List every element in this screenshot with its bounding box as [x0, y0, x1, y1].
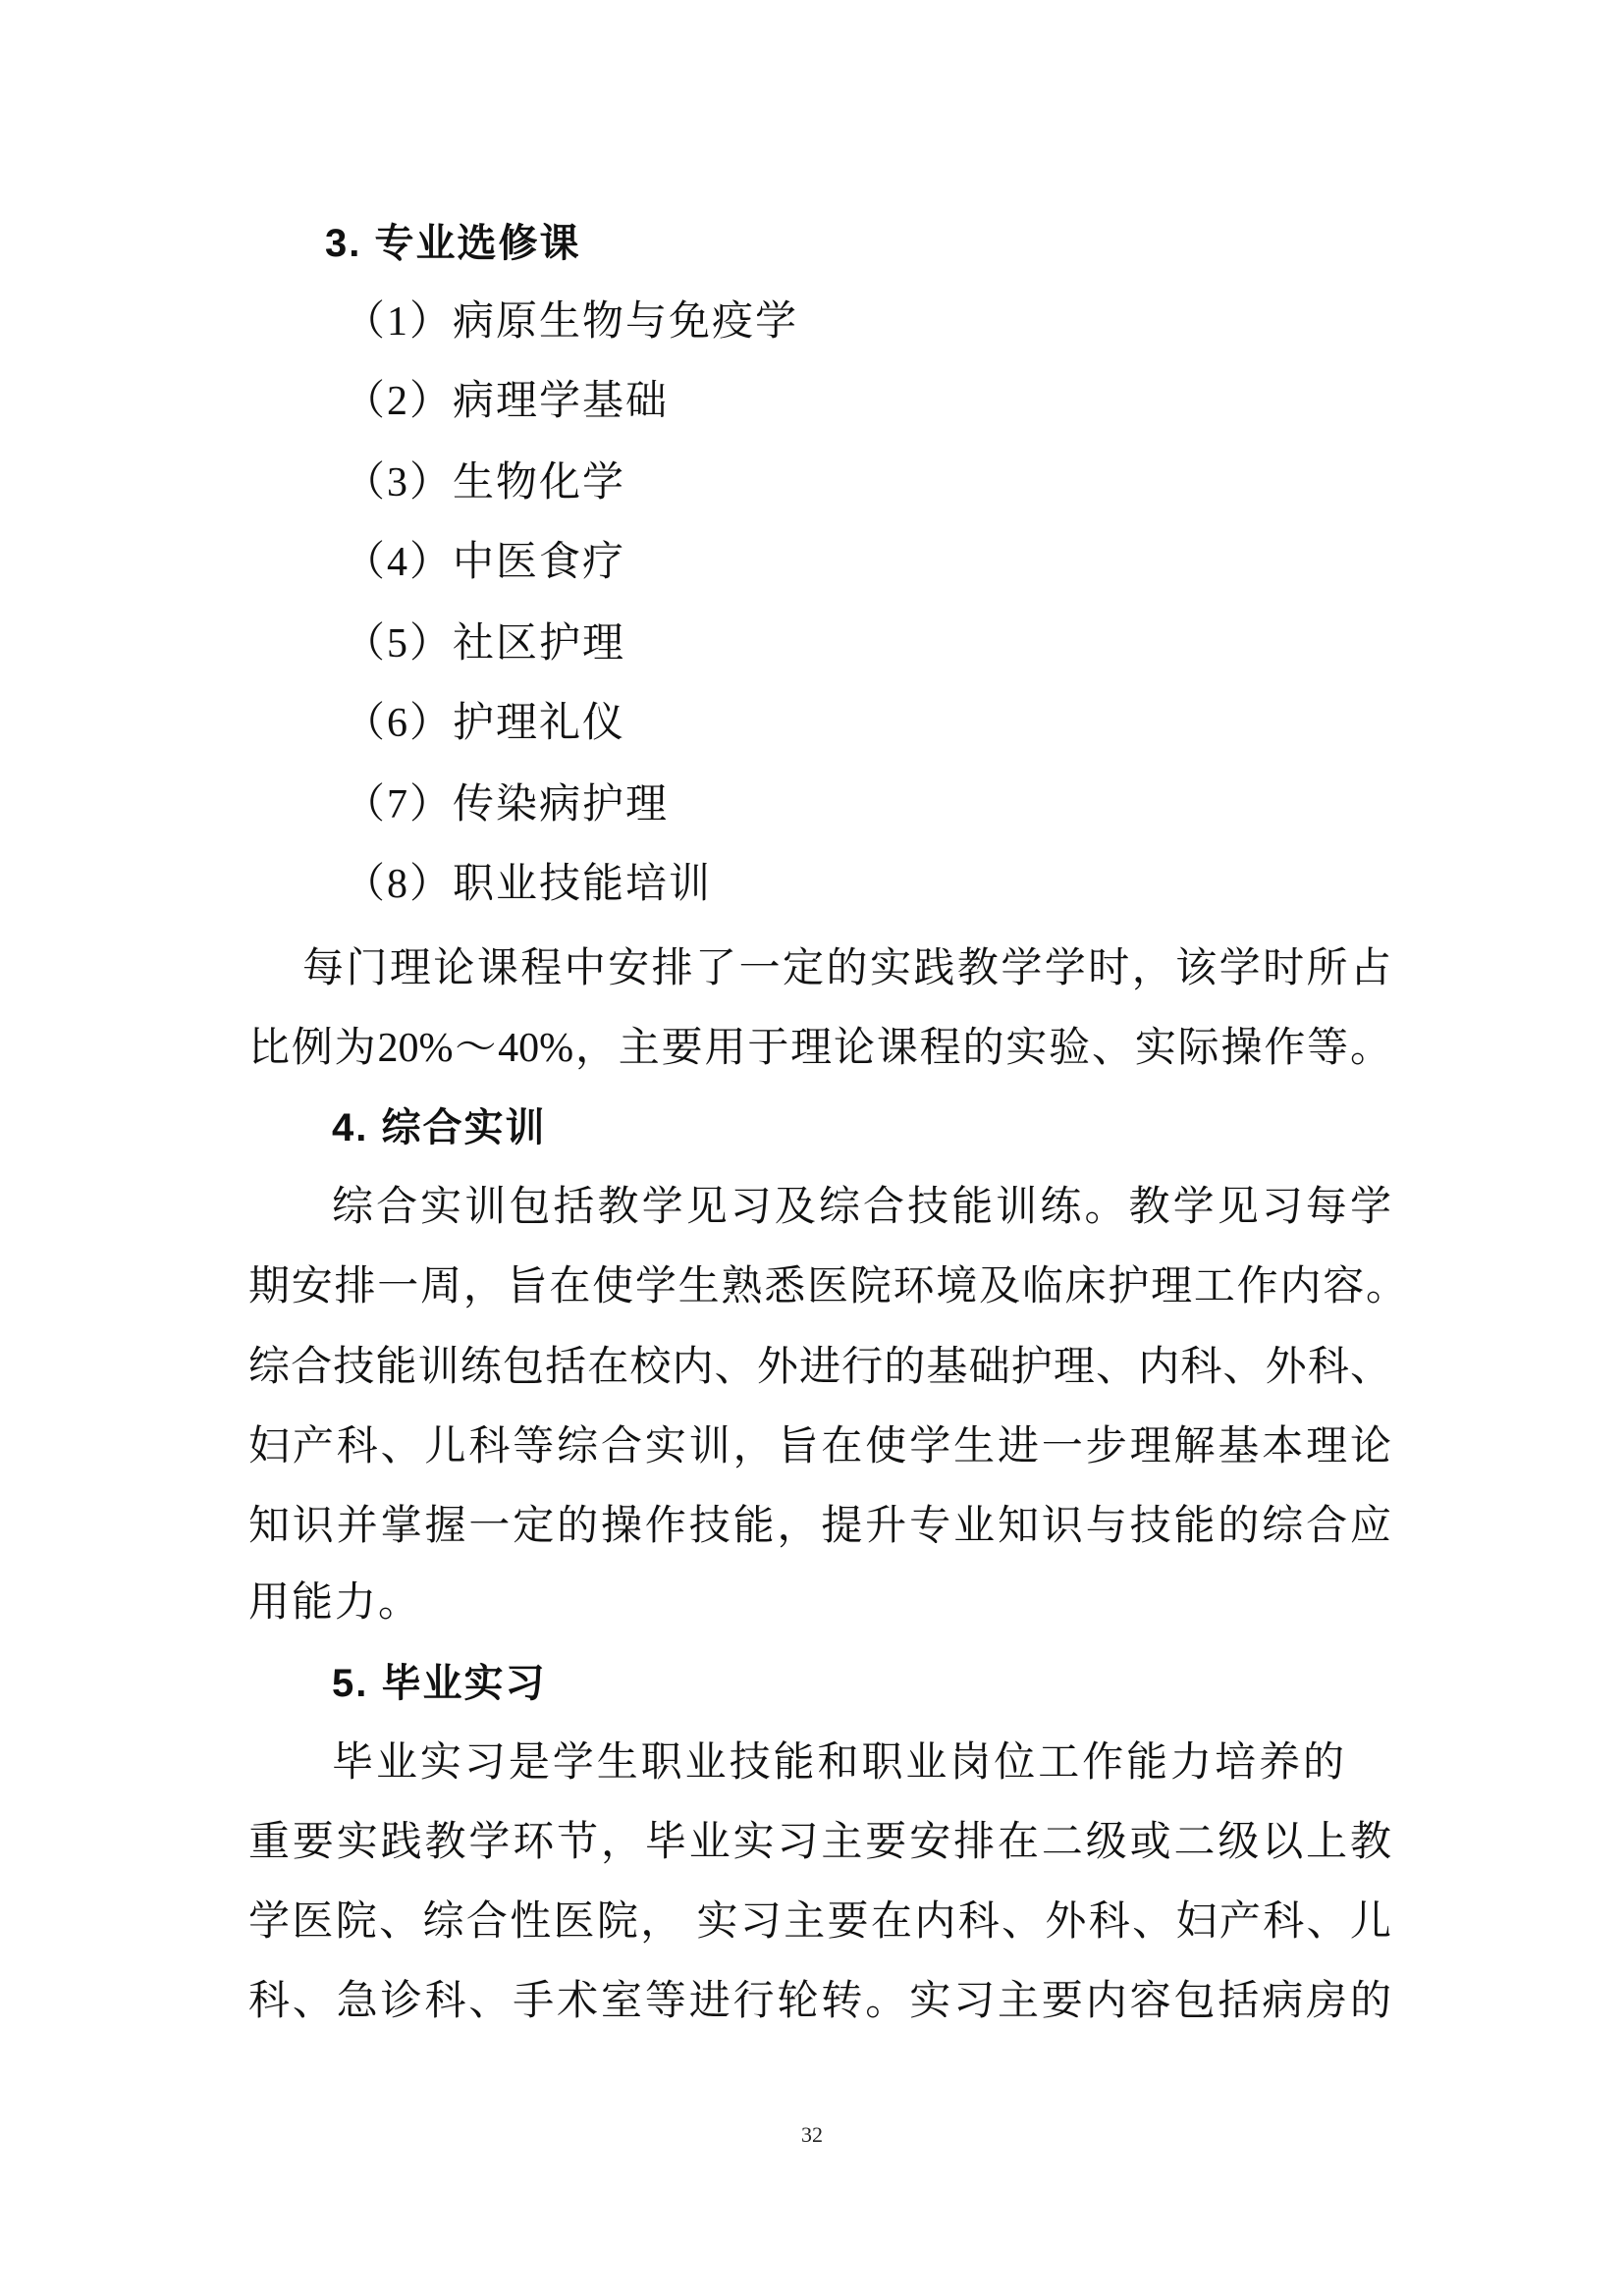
paragraph-line: 知识并掌握一定的操作技能，提升专业知识与技能的综合应 — [248, 1504, 1391, 1549]
list-item: （3）生物化学 — [344, 460, 626, 506]
section-heading-graduation-internship: 5. 毕业实习 — [332, 1662, 547, 1705]
list-item: （1）病原生物与免疫学 — [344, 299, 799, 345]
paragraph-line: 期安排一周，旨在使学生熟悉医院环境及临床护理工作内容。 — [248, 1264, 1407, 1309]
paragraph-line: 重要实践教学环节，毕业实习主要安排在二级或二级以上教 — [248, 1820, 1391, 1865]
list-item: （4）中医食疗 — [344, 540, 626, 585]
paragraph-line: 妇产科、儿科等综合实训，旨在使学生进一步理解基本理论 — [248, 1424, 1391, 1469]
paragraph-line: 综合实训包括教学见习及综合技能训练。教学见习每学 — [332, 1185, 1391, 1230]
paragraph-line: 毕业实习是学生职业技能和职业岗位工作能力培养的 — [332, 1740, 1344, 1786]
list-item: （6）护理礼仪 — [344, 701, 626, 746]
list-item: （5）社区护理 — [344, 621, 626, 667]
paragraph-line: 比例为20%～40%，主要用于理论课程的实验、实际操作等。 — [248, 1026, 1391, 1071]
section-heading-comprehensive-training: 4. 综合实训 — [332, 1106, 547, 1149]
paragraph-line: 学医院、综合性医院， 实习主要在内科、外科、妇产科、儿 — [248, 1899, 1391, 1945]
paragraph-line: 科、急诊科、手术室等进行轮转。实习主要内容包括病房的 — [248, 1979, 1391, 2024]
section-heading-electives: 3. 专业选修课 — [325, 222, 581, 265]
page-number: 32 — [801, 2122, 823, 2147]
list-item: （2）病理学基础 — [344, 379, 670, 424]
paragraph-line: 综合技能训练包括在校内、外进行的基础护理、内科、外科、 — [248, 1345, 1391, 1390]
list-item: （7）传染病护理 — [344, 782, 670, 828]
list-item: （8）职业技能培训 — [344, 862, 713, 907]
paragraph-line: 用能力。 — [248, 1580, 422, 1626]
paragraph-line: 每门理论课程中安排了一定的实践教学学时，该学时所占 — [302, 946, 1391, 991]
